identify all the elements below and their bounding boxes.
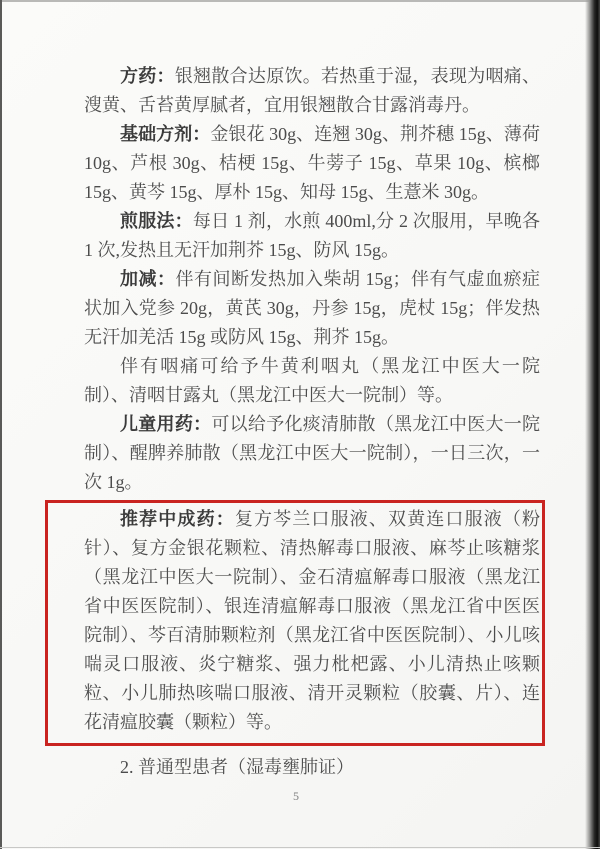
paragraph-recommended-patent-medicines — [84, 505, 540, 737]
paragraph-label: 方药： — [120, 66, 175, 86]
paragraph-text: 金银花 30g、连翘 30g、荆芥穗 15g、薄荷 10g、芦根 30g、桔梗 15g、牛蒡子 15g、草果 10g、槟榔 15g、黄芩 15g、厚朴 15g、知母 15g、生薏米 30g。 — [84, 124, 541, 202]
paragraph-text: 每日 1 剂，水煎 400ml,分 2 次服用，早晚各 1 次,发热且无汗加荆芥 15g、防风 15g。 — [84, 211, 540, 260]
paragraph-text: 复方芩兰口服液、双黄连口服液（粉针）、复方金银花颗粒、清热解毒口服液、麻芩止咳糖浆（黑龙江中医大一院制）、金石清瘟解毒口服液（黑龙江省中医医院制）、银连清瘟解毒口服液（黑龙江省中医医院制）、芩百清肺颗粒剂（黑龙江省中医医院制）、小儿咳喘灵口服液、炎宁糖浆、强力枇杷露、小儿清热止咳颗粒、小儿肺热咳喘口服液、清开灵颗粒（胶囊、片）、连花清瘟胶囊（颗粒）等。 — [84, 509, 541, 732]
scan-edge-top — [0, 0, 600, 2]
red-highlight-box — [45, 500, 545, 746]
paragraph-modifications — [84, 265, 540, 352]
document-body — [84, 62, 540, 782]
paragraph-label: 煎服法： — [120, 211, 193, 231]
paragraph-text: 可以给予化痰清肺散（黑龙江中医大一院制）、醒脾养肺散（黑龙江中医大一院制），一日三次，一次 1g。 — [84, 414, 541, 492]
paragraph-prescription — [84, 62, 540, 120]
paragraph-children-medication — [84, 410, 540, 497]
paragraph-decoction-method — [84, 207, 540, 265]
scan-edge-bottom — [0, 847, 600, 848]
paragraph-text: 伴有间断发热加入柴胡 15g；伴有气虚血瘀症状加入党参 20g，黄芪 30g，丹参 15g，虎杖 15g；伴发热无汗加羌活 15g 或防风 15g、荆芥 15g。 — [84, 269, 540, 347]
paragraph-label: 推荐中成药： — [120, 509, 235, 529]
paragraph-text: 银翘散合达原饮。若热重于湿，表现为咽痛、溲黄、舌苔黄厚腻者，宜用银翘散合甘露消毒丹。 — [84, 66, 541, 115]
paragraph-text: 伴有咽痛可给予牛黄利咽丸（黑龙江中医大一院制）、清咽甘露丸（黑龙江中医大一院制）等。 — [84, 356, 540, 405]
scan-edge-left — [0, 0, 2, 849]
paragraph-sore-throat — [84, 352, 540, 410]
subheading-ordinary-type-patients: 2. 普通型患者（湿毒壅肺证） — [120, 757, 354, 777]
paragraph-label: 基础方剂： — [120, 124, 211, 144]
paragraph-label: 加减： — [120, 269, 176, 289]
scan-edge-right — [585, 0, 600, 849]
paragraph-base-formula — [84, 120, 540, 207]
paragraph-label: 儿童用药： — [120, 414, 212, 434]
page-number: 5 — [293, 789, 299, 803]
